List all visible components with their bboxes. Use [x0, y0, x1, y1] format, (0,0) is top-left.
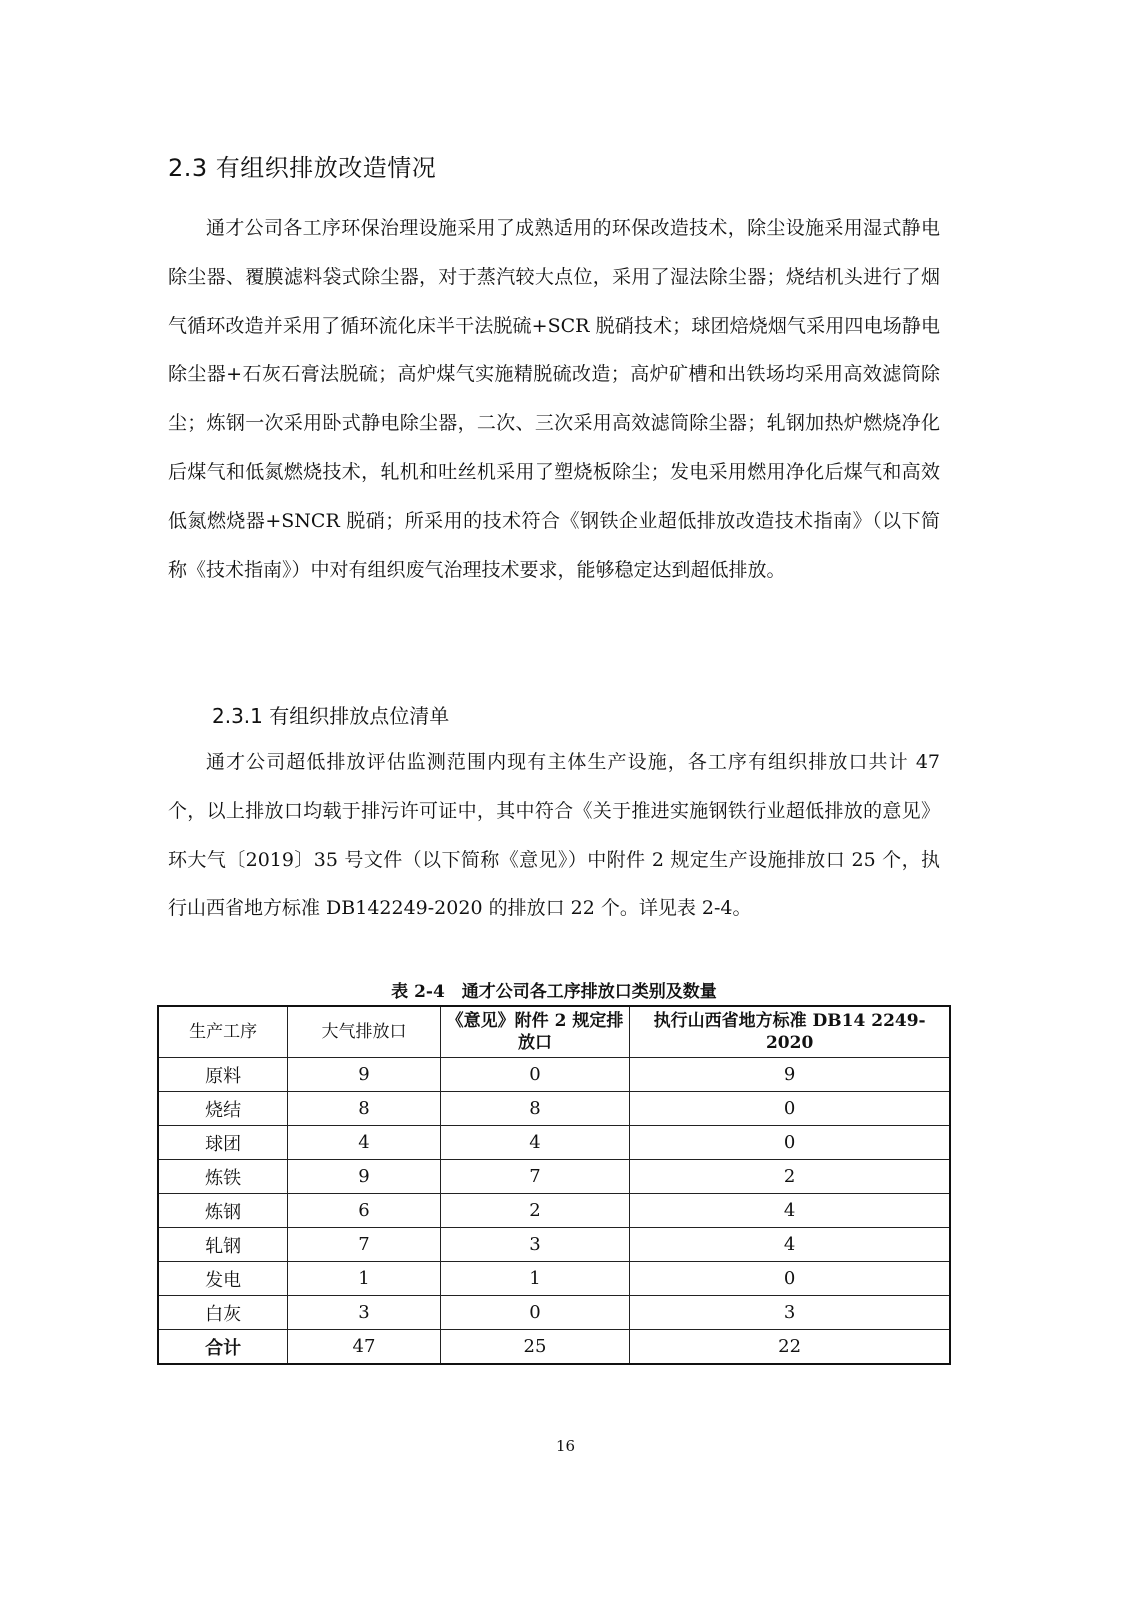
table-row: [158, 1228, 950, 1262]
opinion-outlets-cell: 1: [440, 1262, 630, 1296]
table-row: [158, 1058, 950, 1092]
process-cell: 轧钢: [158, 1228, 288, 1262]
table-row: [158, 1160, 950, 1194]
header-process: 生产工序: [158, 1006, 288, 1058]
air-outlets-cell: 7: [288, 1228, 441, 1262]
local-standard-cell: 9: [630, 1058, 950, 1092]
table-row: [158, 1092, 950, 1126]
process-cell: 原料: [158, 1058, 288, 1092]
section-paragraph: 通才公司各工序环保治理设施采用了成熟适用的环保改造技术，除尘设施采用湿式静电除尘器、覆膜滤料袋式除尘器，对于蒸汽较大点位，采用了湿法除尘器；烧结机头进行了烟气循环改造并采用了循环流化床半干法脱硫+SCR 脱硝技术；球团焙烧烟气采用四电场静电除尘器+石灰石膏法脱硫；高炉煤气实施精脱硫改造；高炉矿槽和出铁场均采用高效滤筒除尘；炼钢一次采用卧式静电除尘器，二次、三次采用高效滤筒除尘器；轧钢加热炉燃烧净化后煤气和低氮燃烧技术，轧机和吐丝机采用了塑烧板除尘；发电采用燃用净化后煤气和高效低氮燃烧器+SNCR 脱硝；所采用的技术符合《钢铁企业超低排放改造技术指南》（以下简称《技术指南》）中对有组织废气治理技术要求，能够稳定达到超低排放。: [168, 217, 940, 581]
header-opinion-outlets: 《意见》附件 2 规定排放口: [440, 1006, 630, 1058]
opinion-outlets-cell: 2: [440, 1194, 630, 1228]
opinion-outlets-cell: 0: [440, 1058, 630, 1092]
process-cell: 球团: [158, 1126, 288, 1160]
opinion-outlets-cell: 3: [440, 1228, 630, 1262]
air-outlets-cell: 1: [288, 1262, 441, 1296]
local-standard-cell: 4: [630, 1228, 950, 1262]
table-body: [158, 1058, 950, 1365]
air-outlets-cell: 6: [288, 1194, 441, 1228]
header-local-standard-outlets: 执行山西省地方标准 DB14 2249-2020: [630, 1006, 950, 1058]
air-outlets-cell: 9: [288, 1160, 441, 1194]
air-outlets-cell: 4: [288, 1126, 441, 1160]
air-outlets-cell: 3: [288, 1296, 441, 1330]
process-cell: 烧结: [158, 1092, 288, 1126]
air-outlets-cell: 9: [288, 1058, 441, 1092]
table-row: [158, 1194, 950, 1228]
opinion-outlets-cell: 7: [440, 1160, 630, 1194]
air-outlets-cell: 8: [288, 1092, 441, 1126]
table-row: [158, 1126, 950, 1160]
total-local-standard-cell: 22: [630, 1330, 950, 1365]
local-standard-cell: 0: [630, 1262, 950, 1296]
total-air-outlets-cell: 47: [288, 1330, 441, 1365]
process-cell: 白灰: [158, 1296, 288, 1330]
total-process-cell: 合计: [158, 1330, 288, 1365]
local-standard-cell: 2: [630, 1160, 950, 1194]
total-opinion-outlets-cell: 25: [440, 1330, 630, 1365]
local-standard-cell: 0: [630, 1092, 950, 1126]
table-row: [158, 1296, 950, 1330]
local-standard-cell: 3: [630, 1296, 950, 1330]
subsection-heading: 2.3.1 有组织排放点位清单: [212, 704, 450, 728]
local-standard-cell: 4: [630, 1194, 950, 1228]
table-header-row: [158, 1006, 950, 1058]
local-standard-cell: 0: [630, 1126, 950, 1160]
page-number: 16: [555, 1437, 576, 1455]
opinion-outlets-cell: 8: [440, 1092, 630, 1126]
process-cell: 炼铁: [158, 1160, 288, 1194]
table-total-row: [158, 1330, 950, 1365]
subsection-paragraph: 通才公司超低排放评估监测范围内现有主体生产设施，各工序有组织排放口共计 47 个，以上排放口均载于排污许可证中，其中符合《关于推进实施钢铁行业超低排放的意见》环大气〔2019〕35 号文件（以下简称《意见》）中附件 2 规定生产设施排放口 25 个，执行山西省地方标准 DB142249-2020 的排放口 22 个。详见表 2-4。: [168, 751, 940, 920]
header-air-outlets: 大气排放口: [288, 1006, 441, 1058]
opinion-outlets-cell: 4: [440, 1126, 630, 1160]
opinion-outlets-cell: 0: [440, 1296, 630, 1330]
process-cell: 炼钢: [158, 1194, 288, 1228]
table-caption: 表 2-4 通才公司各工序排放口类别及数量: [391, 982, 717, 1002]
section-heading: 2.3 有组织排放改造情况: [168, 154, 437, 182]
outlet-table: [157, 1005, 951, 1365]
table-row: [158, 1262, 950, 1296]
process-cell: 发电: [158, 1262, 288, 1296]
